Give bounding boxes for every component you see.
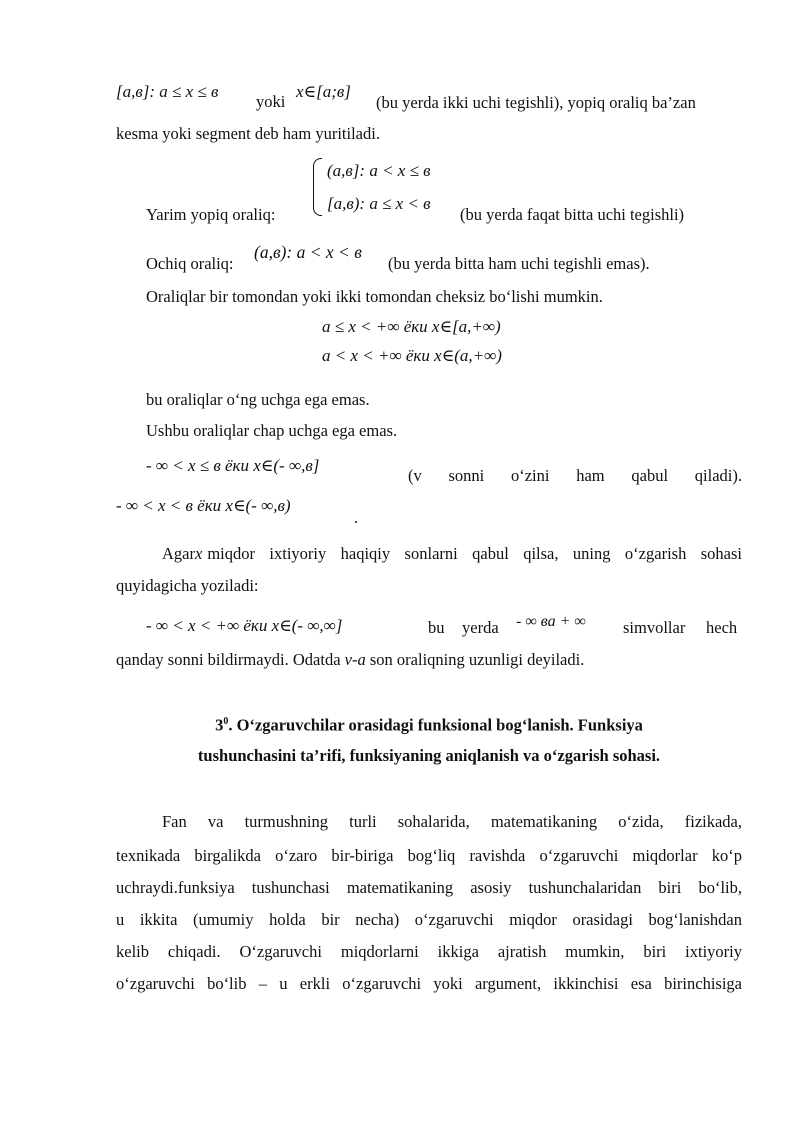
word-bu: bu: [428, 618, 445, 637]
closed-interval-set: x∈[a;в]: [296, 82, 351, 101]
note-left: Ushbu oraliqlar chap uchga ega emas.: [146, 421, 398, 440]
formula-all-reals: - ∞ < x < +∞ ёки x∈(- ∞,∞]: [146, 616, 343, 635]
real-variable-x: x: [194, 544, 203, 563]
formula-right-infinite-1: a ≤ x < +∞ ёки x∈[a,+∞): [322, 317, 501, 336]
real-para-line1: [162, 544, 742, 564]
body-line: u ikkita (umumiy holda bir necha) o‘zgaruvchi miqdor orasidagi bog‘lanishdan: [116, 910, 742, 929]
v-note: [408, 466, 742, 486]
open-text: (bu yerda bitta ham uchi tegishli emas).: [388, 254, 650, 273]
formula-infinity-symbols: - ∞ ва + ∞: [516, 613, 586, 630]
section-number-sup: 0: [223, 716, 229, 727]
v-note-word: (v: [408, 466, 422, 485]
formula-left-infinite-1: - ∞ < x ≤ в ёки x∈(- ∞,в]: [146, 456, 320, 475]
formula-right-infinite-2: a < x < +∞ ёки x∈(a,+∞): [322, 346, 502, 365]
section-number: 3: [215, 715, 224, 735]
infinite-intro: Oraliqlar bir tomondan yoki ikki tomondan cheksiz bo‘lishi mumkin.: [146, 287, 603, 306]
v-note-word: qiladi).: [694, 466, 742, 485]
interval-length-text-2: son oraliqning uzunligi deyiladi.: [369, 650, 585, 669]
word-simvollar: simvollar: [623, 618, 686, 637]
note-right: bu oraliqlar o‘ng uchga ega emas.: [146, 390, 370, 409]
interval-length-line: [116, 650, 584, 670]
real-text: miqdor ixtiyoriy haqiqiy sonlarni qabul qilsa, uning o‘zgarish sohasi: [207, 544, 742, 563]
half-open-formula-2: [a,в): a ≤ x < в: [327, 194, 431, 213]
system-brace: [313, 158, 322, 216]
body-line: texnikada birgalikda o‘zaro bir-biriga bog‘liq ravishda o‘zgaruvchi miqdorlar ko‘p: [116, 846, 742, 865]
formula-period: .: [354, 508, 359, 527]
body-line: o‘zgaruvchi bo‘lib – u erkli o‘zgaruvchi yoki argument, ikkinchisi esa birinchisiga: [116, 974, 742, 993]
v-note-word: sonni: [448, 466, 485, 485]
yoki-word: yoki: [256, 92, 286, 111]
section-heading-line1: [116, 712, 742, 736]
v-note-word: o‘zini: [510, 466, 550, 485]
closed-interval-line2: kesma yoki segment deb ham yuritiladi.: [116, 124, 380, 143]
word-hech: hech: [706, 618, 738, 637]
half-open-text: (bu yerda faqat bitta uchi tegishli): [460, 205, 685, 224]
body-line: uchraydi.funksiya tushunchasi matematikaning asosiy tushunchalaridan biri bo‘lib,: [116, 878, 742, 897]
half-open-label: Yarim yopiq oraliq:: [146, 205, 276, 224]
v-note-word: ham: [576, 466, 605, 485]
real-para-line2: quyidagicha yoziladi:: [116, 576, 259, 595]
interval-length-va: v-a: [344, 650, 366, 669]
open-label: Ochiq oraliq:: [146, 254, 234, 273]
open-formula: (a,в): a < x < в: [254, 242, 362, 262]
body-line: Fan va turmushning turli sohalarida, matematikaning o‘zida, fizikada,: [162, 812, 742, 831]
real-word-agar: Agar: [162, 544, 195, 563]
section-title: . O‘zgaruvchilar orasidagi funksional bog‘lanish. Funksiya: [228, 715, 643, 735]
formula-left-infinite-2: - ∞ < x < в ёки x∈(- ∞,в): [116, 496, 291, 515]
interval-length-text: qanday sonni bildirmaydi. Odatda: [116, 650, 341, 669]
section-heading-line2: tushunchasini ta’rifi, funksiyaning aniqlanish va o‘zgarish sohasi.: [197, 746, 661, 765]
closed-interval-formula: [a,в]: a ≤ x ≤ в: [116, 82, 219, 101]
v-note-word: qabul: [631, 466, 669, 485]
word-yerda: yerda: [462, 618, 499, 637]
half-open-formula-1: (a,в]: a < x ≤ в: [327, 161, 431, 180]
body-line: kelib chiqadi. O‘zgaruvchi miqdorlarni ikkiga ajratish mumkin, biri ixtiyoriy: [116, 942, 742, 961]
closed-interval-text: (bu yerda ikki uchi tegishli), yopiq oraliq ba’zan: [376, 93, 696, 112]
